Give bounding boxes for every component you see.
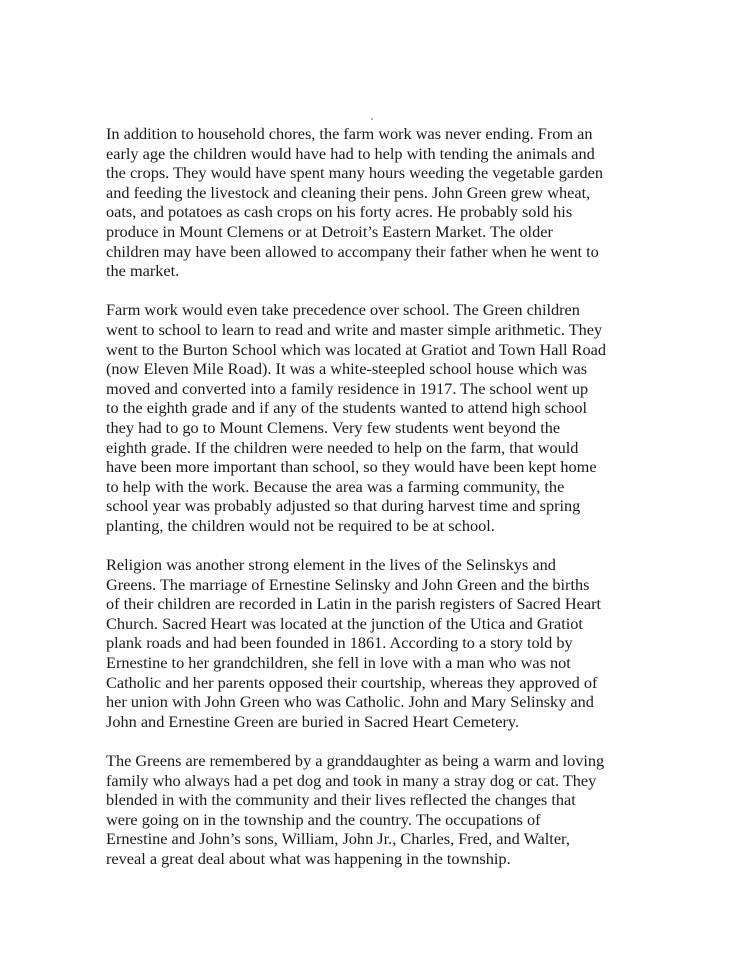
text-line: family who always had a pet dog and took in many a stray dog or cat. They: [106, 770, 597, 790]
text-line: Catholic and her parents opposed their courtship, whereas they approved of: [106, 672, 598, 692]
text-line: the crops. They would have spent many hours weeding the vegetable garden: [106, 163, 604, 183]
text-line: school year was probably adjusted so that during harvest time and spring: [106, 496, 581, 516]
text-line: of their children are recorded in Latin in the parish registers of Sacred Heart: [106, 594, 602, 614]
text-line: her union with John Green who was Catholic. John and Mary Selinsky and: [106, 692, 594, 712]
text-line: oats, and potatoes as cash crops on his forty acres. He probably sold his: [106, 202, 573, 222]
text-line: children may have been allowed to accompany their father when he went to: [106, 241, 599, 261]
text-line: plank roads and had been founded in 1861. According to a story told by: [106, 633, 573, 653]
text-line: to help with the work. Because the area was a farming community, the: [106, 476, 565, 496]
paragraph-religion: [106, 555, 646, 731]
text-line: they had to go to Mount Clemens. Very few students went beyond the: [106, 417, 561, 437]
text-line: and feeding the livestock and cleaning their pens. John Green grew wheat,: [106, 182, 591, 202]
text-line: (now Eleven Mile Road). It was a white-steepled school house which was: [106, 359, 588, 379]
text-line: were going on in the township and the country. The occupations of: [106, 809, 541, 829]
text-line: Religion was another strong element in the lives of the Selinskys and: [106, 555, 556, 575]
text-line: Ernestine to her grandchildren, she fell in love with a man who was not: [106, 653, 571, 673]
text-line: Farm work would even take precedence over school. The Green children: [106, 300, 580, 320]
paragraph-farm-work: [106, 124, 646, 281]
text-line: produce in Mount Clemens or at Detroit’s Eastern Market. The older: [106, 221, 553, 241]
document-body: [106, 124, 646, 888]
text-line: Greens. The marriage of Ernestine Selinsky and John Green and the births: [106, 574, 590, 594]
text-line: blended in with the community and their lives reflected the changes that: [106, 790, 576, 810]
text-line: In addition to household chores, the farm work was never ending. From an: [106, 124, 593, 143]
text-line: moved and converted into a family residence in 1917. The school went up: [106, 378, 589, 398]
text-line: to the eighth grade and if any of the students wanted to attend high school: [106, 398, 588, 418]
scan-speck: [371, 118, 373, 120]
text-line: went to the Burton School which was located at Gratiot and Town Hall Road: [106, 339, 607, 359]
text-line: early age the children would have had to help with tending the animals and: [106, 143, 595, 163]
text-line: went to school to learn to read and write and master simple arithmetic. They: [106, 319, 603, 339]
text-line: Church. Sacred Heart was located at the junction of the Utica and Gratiot: [106, 613, 583, 633]
text-line: Ernestine and John’s sons, William, John Jr., Charles, Fred, and Walter,: [106, 829, 570, 849]
text-line: planting, the children would not be required to be at school.: [106, 515, 495, 535]
text-line: eighth grade. If the children were needed to help on the farm, that would: [106, 437, 579, 457]
text-line: have been more important than school, so they would have been kept home: [106, 457, 597, 477]
text-line: reveal a great deal about what was happening in the township.: [106, 848, 511, 868]
paragraph-family: [106, 751, 646, 869]
text-line: The Greens are remembered by a granddaughter as being a warm and loving: [106, 751, 605, 770]
text-line: John and Ernestine Green are buried in Sacred Heart Cemetery.: [106, 711, 520, 731]
text-line: the market.: [106, 261, 180, 281]
paragraph-school: [106, 300, 646, 535]
